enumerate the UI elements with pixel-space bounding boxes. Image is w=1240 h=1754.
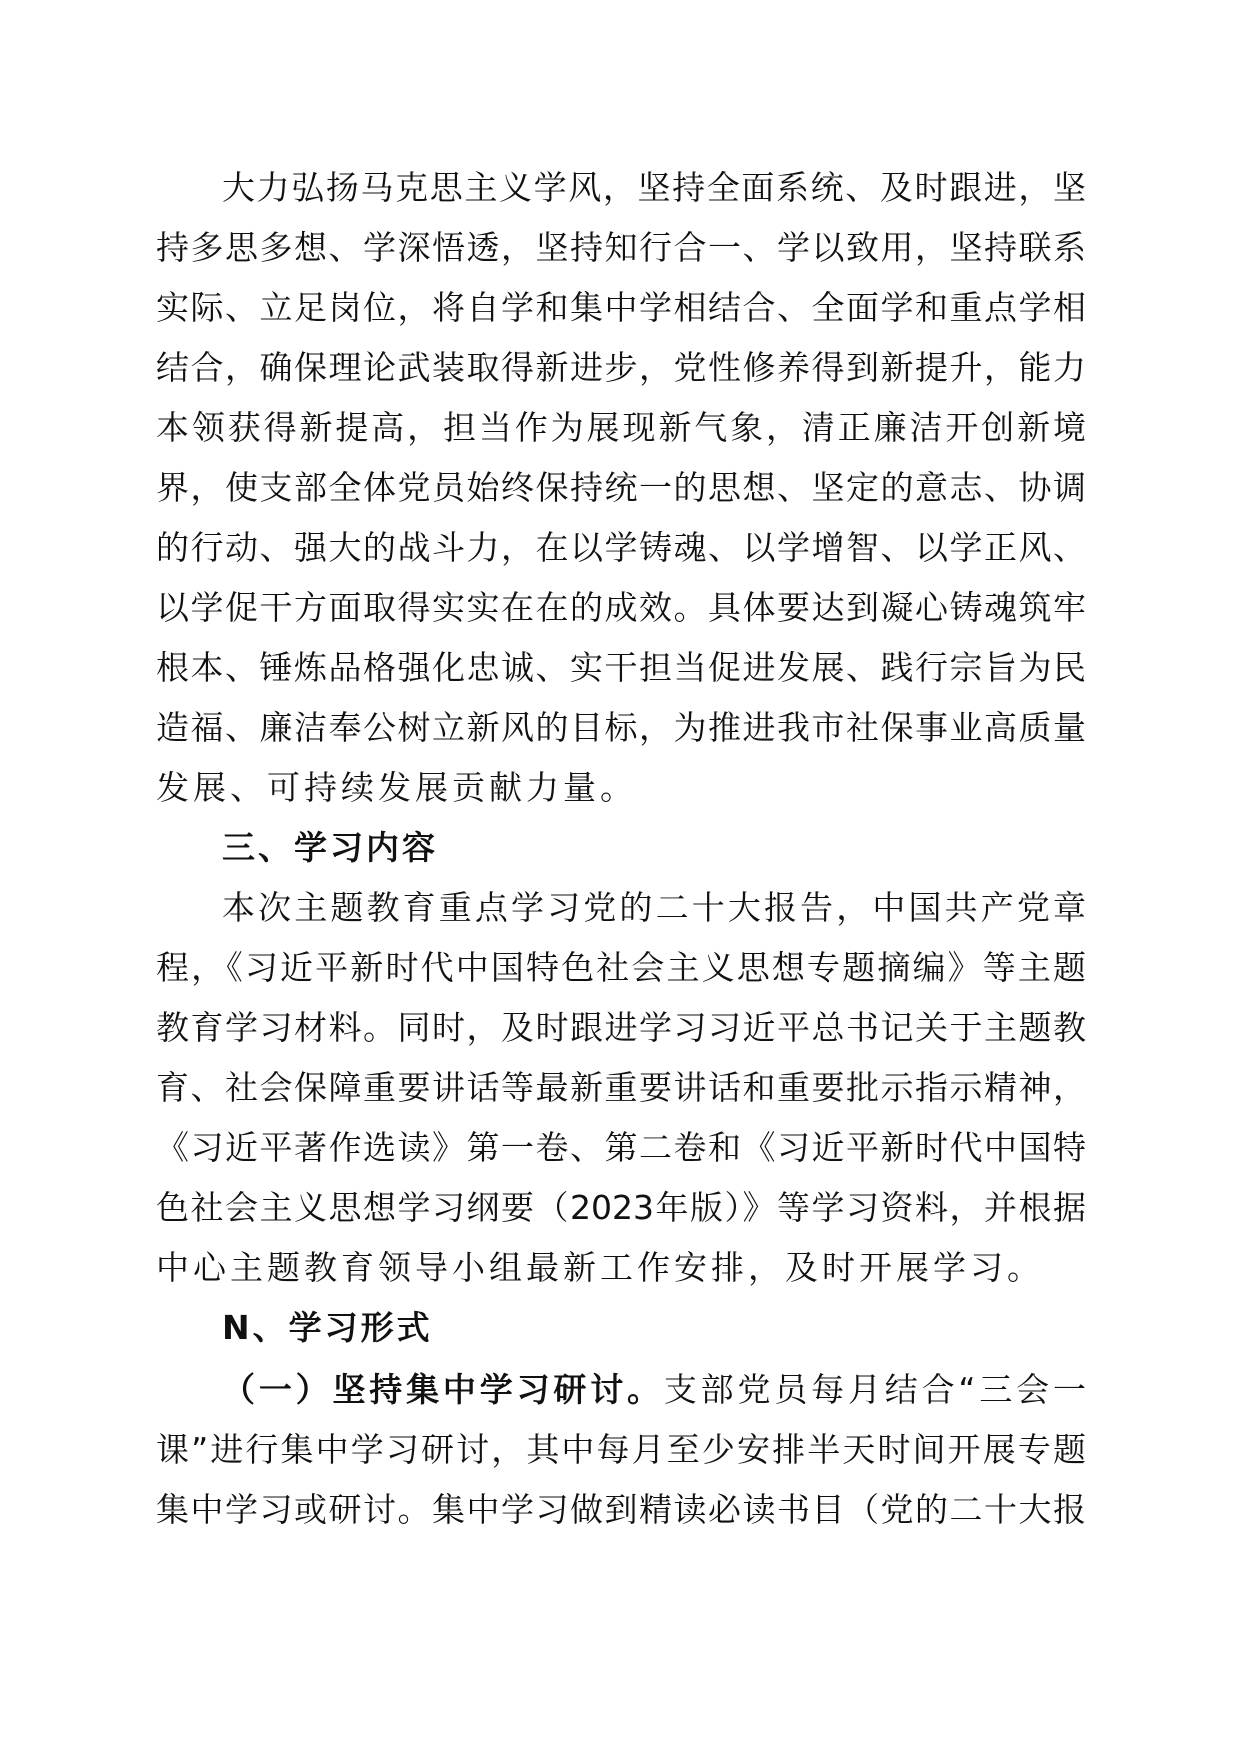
text-line: 本次主题教育重点学习党的二十大报告，中国共产党章 <box>222 888 1086 927</box>
text-line: 集中学习或研讨。集中学习做到精读必读书目（党的二十大报 <box>156 1490 1086 1529</box>
bold-lead-text: （一）坚持集中学习研讨。 <box>222 1370 664 1409</box>
text-line: 以学促干方面取得实实在在的成效。具体要达到凝心铸魂筑牢 <box>156 588 1086 627</box>
text-line <box>156 1360 1086 1420</box>
section-heading-text: N、学习形式 <box>222 1308 433 1347</box>
text-line: 实际、立足岗位，将自学和集中学相结合、全面学和重点学相 <box>156 288 1086 327</box>
text-line: 结合，确保理论武装取得新进步，党性修养得到新提升，能力 <box>156 348 1086 387</box>
text-line: 发展、可持续发展贡献力量。 <box>156 768 637 807</box>
text-line: 色社会主义思想学习纲要（2023年版）》等学习资料，并根据 <box>156 1188 1086 1227</box>
text-line: 程，《习近平新时代中国特色社会主义思想专题摘编》等主题 <box>156 948 1086 987</box>
text-line: 育、社会保障重要讲话等最新重要讲话和重要批示指示精神， <box>156 1068 1086 1107</box>
section-heading-text: 三、学习内容 <box>222 828 438 867</box>
paragraph-goals <box>156 158 1086 818</box>
text-line: 中心主题教育领导小组最新工作安排，及时开展学习。 <box>156 1248 1044 1287</box>
text-line: 《习近平著作选读》第一卷、第二卷和《习近平新时代中国特 <box>156 1128 1086 1167</box>
text-line: 本领获得新提高，担当作为展现新气象，清正廉洁开创新境 <box>156 408 1086 447</box>
text-line: 大力弘扬马克思主义学风，坚持全面系统、及时跟进，坚 <box>222 168 1086 207</box>
text-line: 课”进行集中学习研讨，其中每月至少安排半天时间开展专题 <box>156 1430 1086 1469</box>
text-line: 持多思多想、学深悟透，坚持知行合一、学以致用，坚持联系 <box>156 228 1086 267</box>
paragraph-format <box>156 1360 1086 1540</box>
paragraph-content <box>156 878 1086 1298</box>
section-heading-format <box>156 1298 1086 1358</box>
text-line: 根本、锤炼品格强化忠诚、实干担当促进发展、践行宗旨为民 <box>156 648 1086 687</box>
text-line: 教育学习材料。同时，及时跟进学习习近平总书记关于主题教 <box>156 1008 1086 1047</box>
section-heading-content <box>156 818 1086 878</box>
text-line: 界，使支部全体党员始终保持统一的思想、坚定的意志、协调 <box>156 468 1086 507</box>
lead-rest-text: 支部党员每月结合“三会一 <box>663 1370 1086 1409</box>
text-line: 的行动、强大的战斗力，在以学铸魂、以学增智、以学正风、 <box>156 528 1086 567</box>
text-line: 造福、廉洁奉公树立新风的目标，为推进我市社保事业高质量 <box>156 708 1086 747</box>
